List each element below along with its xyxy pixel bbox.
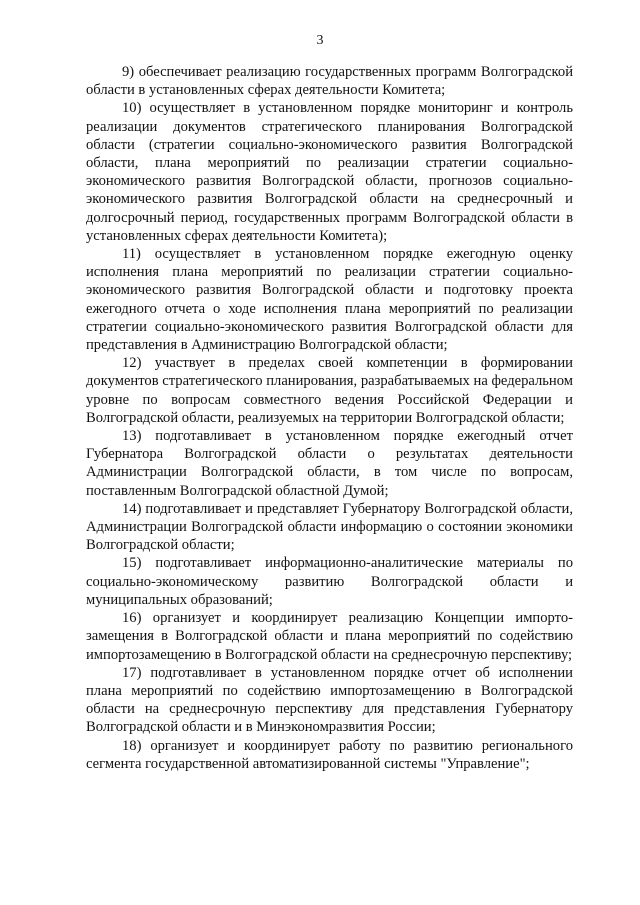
paragraph-item-12: 12) участвует в пределах своей компетенции в формировании документов стратегического планирования, разрабатываемых на федеральном уровне по вопросам совместного ведения Российской Федерации и Волгоградской области, реализуемых на территории Волгоградской области; — [86, 355, 573, 426]
page-number: 3 — [316, 33, 324, 48]
paragraph-item-18: 18) организует и координирует работу по развитию регионального сегмента государственной автоматизированной системы "Управление"; — [86, 737, 573, 772]
paragraph-item-10: 10) осуществляет в установленном порядке мониторинг и контроль реализации документов стратегического планирования Волгоградской области (стратегии социально-экономического развития Волгоградской области, плана мероприятий по реализации стратегии социально-экономического развития Волгоградской области, прогнозов социально-экономического развития Волгоградской области на среднесрочный и долгосрочный период, государственных программ Волгоградской области в установленных сферах деятельности Комитета); — [86, 100, 573, 244]
paragraph-item-17: 17) подготавливает в установленном порядке отчет об исполнении плана мероприятий по содействию импортозамещению в Волгоградской области на среднесрочную перспективу для представления Губернатору Волгоградской области и в Минэкономразвития России; — [86, 664, 573, 736]
paragraph-item-16: 16) организует и координирует реализацию Концепции импортозамещения в Волгоградской области и плана мероприятий по содействию импортозамещению в Волгоградской области на среднесрочную перспективу; — [86, 610, 573, 663]
document-body — [86, 63, 573, 773]
paragraph-item-11: 11) осуществляет в установленном порядке ежегодную оценку исполнения плана мероприятий по реализации стратегии социально-экономического развития Волгоградской области и подготовку проекта ежегодного отчета о ходе исполнения плана мероприятий по реализации стратегии социально-экономического развития Волгоградской области для представления в Администрацию Волгоградской области; — [86, 246, 573, 354]
paragraph-item-14: 14) подготавливает и представляет Губернатору Волгоградской области, Администрации Волгоградской области информацию о состоянии экономики Волгоградской области; — [86, 500, 573, 554]
paragraph-item-15: 15) подготавливает информационно-аналитические материалы по социально-экономическому развитию Волгоградской области и муниципальных образований; — [86, 555, 573, 608]
paragraph-item-13: 13) подготавливает в установленном порядке ежегодный отчет Губернатора Волгоградской области о результатах деятельности Администрации Волгоградской области, в том числе по вопросам, поставленным Волгоградской областной Думой; — [86, 428, 573, 499]
paragraph-item-9: 9) обеспечивает реализацию государственных программ Волгоградской области в установленных сферах деятельности Комитета; — [86, 64, 573, 99]
